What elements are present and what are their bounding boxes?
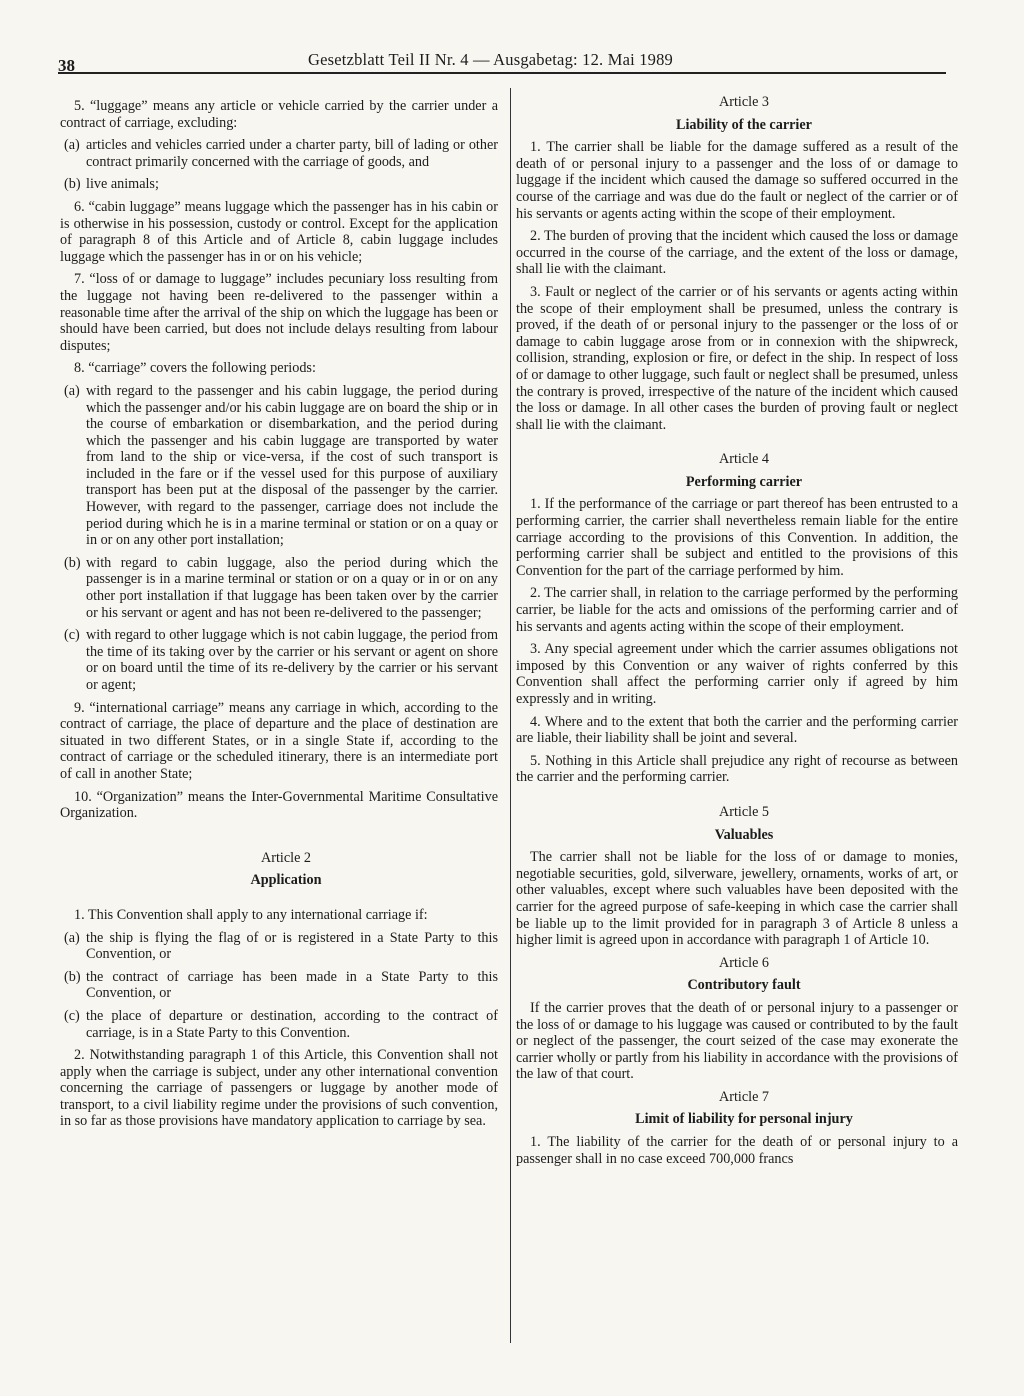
- definition-9: 9. “international carriage” means any carriage in which, according to the contract of carriage, the place of departure and the place of destination are situated in two different States, or in a single State if, according to the contract of carriage or the scheduled itinerary, there is an intermediate port of call in another State;: [60, 699, 498, 782]
- definition-6: 6. “cabin luggage” means luggage which the passenger has in his cabin or is otherwise in his possession, custody or control. Except for the application of paragraph 8 of this Article and of Article 8, cabin luggage includes luggage which the passenger has in or on his vehicle;: [60, 198, 498, 265]
- article-6-heading: Contributory fault: [687, 977, 801, 994]
- article-6-number: Article 6: [718, 954, 770, 971]
- article-7-paragraph-1: 1. The liability of the carrier for the death of or personal injury to a passenger shall in no case exceed 700,000 francs: [516, 1134, 958, 1167]
- left-column: [60, 98, 498, 1136]
- column-divider: [510, 88, 511, 1343]
- list-item: (b) the contract of carriage has been made in a State Party to this Convention, or: [64, 968, 498, 1002]
- article-6-paragraph-1: If the carrier proves that the death of or personal injury to a passenger or the loss of or damage to his luggage was caused or contributed to by the fault or neglect of the passenger, the court seized of the case may exonerate the carrier wholly or partly from his liability in accordance with the provisions of the law of that court.: [516, 999, 958, 1083]
- article-3-paragraph-3: 3. Fault or neglect of the carrier or of his servants or agents acting within the scope of their employment shall be presumed, unless the contrary is proved, if the death of or personal injury to the passenger or the loss of or damage to cabin luggage arose from or in connexion with the shipwreck, collision, stranding, explosion or fire, or defect in the ship. In respect of loss of or damage to other luggage, such fault or neglect shall be presumed, unless the contrary is proved, irrespective of the nature of the incident which caused the loss or damage. In all other cases the burden of proving fault or neglect shall lie with the claimant.: [516, 283, 958, 433]
- article-4-paragraph-3: 3. Any special agreement under which the carrier assumes obligations not imposed by this Convention or any waiver of rights conferred by this Convention shall affect the performing carrier only if agreed by him expressly and in writing.: [516, 641, 958, 707]
- page-number: 38: [58, 56, 75, 75]
- article-4-paragraph-5: 5. Nothing in this Article shall prejudice any right of recourse as between the carrier and the performing carrier.: [516, 752, 958, 786]
- list-item: (a) with regard to the passenger and his cabin luggage, the period during which the passenger and/or his cabin luggage are on board the ship or in the course of embarkation or disembarkation, and the period during which the passenger and his cabin luggage are transported by water from land to the ship or vice-versa, if the cost of such transport is included in the fare or if the vessel used for this purpose of auxiliary transport has been put at the disposal of the passenger by the carrier. However, with regard to the passenger, carriage does not include the period during which he is in a marine terminal or station or on a quay or in or on any other port installation;: [64, 382, 498, 549]
- list-item: (a) the ship is flying the flag of or is registered in a State Party to this Convention, or: [64, 929, 498, 963]
- article-4-heading: Performing carrier: [685, 473, 803, 490]
- article-3-number: Article 3: [718, 94, 770, 110]
- article-5-heading: Valuables: [714, 826, 774, 843]
- article-2-heading: Application: [250, 872, 322, 889]
- definition-10: 10. “Organization” means the Inter-Governmental Maritime Consultative Organization.: [60, 788, 498, 822]
- list-item: (c) the place of departure or destination, according to the contract of carriage, is in a State Party to this Convention.: [64, 1007, 498, 1041]
- article-7-number: Article 7: [718, 1088, 770, 1105]
- article-5-number: Article 5: [718, 803, 770, 820]
- definition-8: 8. “carriage” covers the following periods:: [74, 360, 316, 377]
- article-7-heading: Limit of liability for personal injury: [635, 1111, 853, 1128]
- article-3-paragraph-2: 2. The burden of proving that the incident which caused the loss or damage occurred in the course of the carriage, and the extent of the loss or damage, shall lie with the claimant.: [516, 228, 958, 278]
- header-rule: [58, 72, 946, 74]
- list-item: (c) with regard to other luggage which is not cabin luggage, the period from the time of its taking over by the carrier or his servant or agent on shore or on board until the time of its re-delivery by the carrier or his servant or agent;: [64, 627, 498, 693]
- article-2-number: Article 2: [260, 849, 312, 866]
- article-4-paragraph-1: 1. If the performance of the carriage or part thereof has been entrusted to a performing carrier, the carrier shall nevertheless remain liable for the entire carriage according to the provisions of this Convention. In addition, the performing carrier shall be subject and entitled to the provisions of this Convention for the part of the carriage performed by him.: [516, 496, 958, 579]
- list-item: (b) live animals;: [64, 176, 159, 193]
- definition-7: 7. “loss of or damage to luggage” includes pecuniary loss resulting from the luggage not having been re-delivered to the passenger within a reasonable time after the arrival of the ship on which the luggage has been or should have been carried, but does not include delays resulting from labour disputes;: [60, 271, 498, 354]
- gazette-title: Gesetzblatt Teil II Nr. 4 — Ausgabetag: 12. Mai 1989: [308, 50, 673, 69]
- right-column: [516, 94, 958, 1173]
- article-4-paragraph-2: 2. The carrier shall, in relation to the carriage performed by the performing carrier, be liable for the acts and omissions of the performing carrier and of his servants and agents acting within the scope of their employment.: [516, 585, 958, 635]
- article-3-paragraph-1: 1. The carrier shall be liable for the damage suffered as a result of the death of or personal injury to a passenger and the loss of or damage to luggage if the incident which caused the damage so suffered occurred in the course of the carriage and was due do the fault or neglect of the carrier or of his servants or agents acting within the scope of their employment.: [516, 139, 958, 222]
- list-item: (b) with regard to cabin luggage, also the period during which the passenger is in a marine terminal or station or on a quay or in or on any other port installation if that luggage has been taken over by the carrier or his servant or agent and has not been re-delivered to the passenger;: [64, 554, 498, 621]
- article-2-paragraph-2: 2. Notwithstanding paragraph 1 of this Article, this Convention shall not apply when the carriage is subject, under any other international convention concerning the carriage of passengers or luggage by another mode of transport, to a civil liability regime under the provisions of such convention, in so far as those provisions have mandatory application to carriage by sea.: [60, 1047, 498, 1130]
- article-5-paragraph-1: The carrier shall not be liable for the loss of or damage to monies, negotiable securities, gold, silverware, jewellery, ornaments, works of art, or other valuables, except where such valuables have been deposited with the carrier for the agreed purpose of safe-keeping in which case the carrier shall be liable up to the limit provided for in paragraph 3 of Article 8 unless a higher limit is agreed upon in accordance with paragraph 1 of Article 10.: [516, 849, 958, 949]
- article-4-paragraph-4: 4. Where and to the extent that both the carrier and the performing carrier are liable, their liability shall be joint and several.: [516, 713, 958, 747]
- definition-5: 5. “luggage” means any article or vehicle carried by the carrier under a contract of carriage, excluding:: [60, 98, 498, 131]
- article-2-paragraph-1: 1. This Convention shall apply to any international carriage if:: [74, 906, 428, 923]
- article-4-number: Article 4: [718, 451, 770, 468]
- list-item: (a) articles and vehicles carried under a charter party, bill of lading or other contract primarily concerned with the carriage of goods, and: [64, 137, 498, 170]
- article-3-heading: Liability of the carrier: [676, 116, 812, 133]
